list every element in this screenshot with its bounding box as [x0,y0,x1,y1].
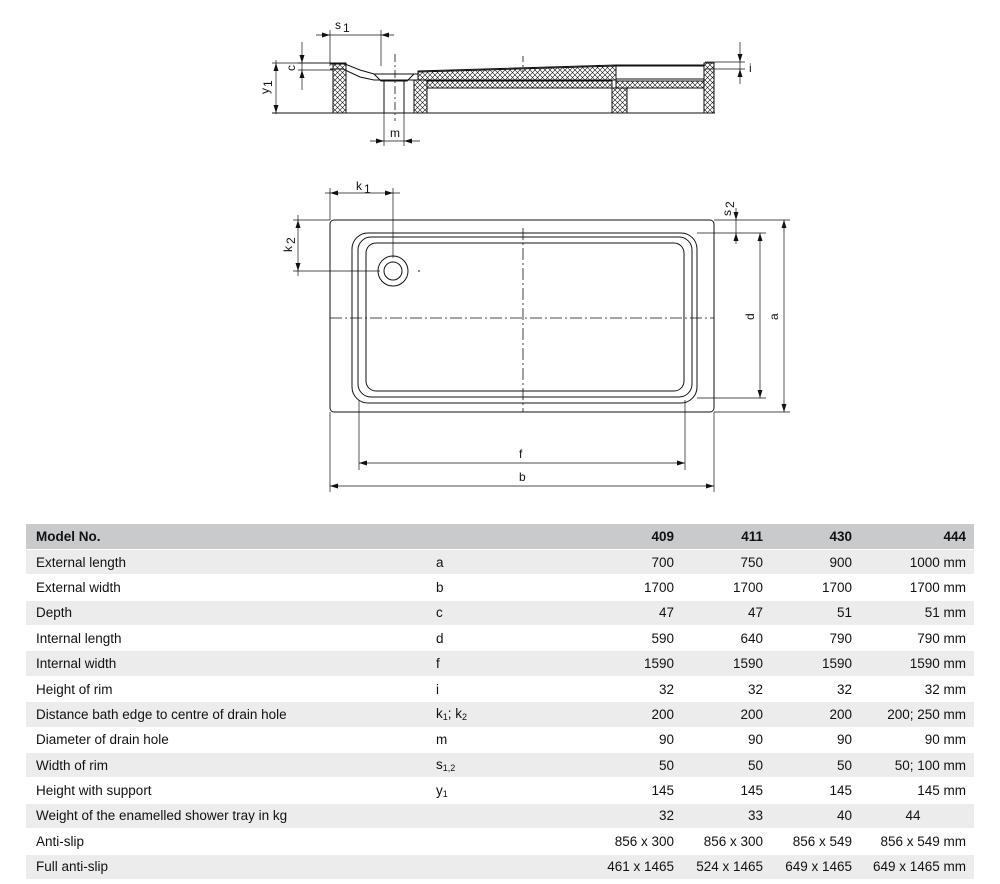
row-symbol: a [426,549,586,574]
label-a: a [767,313,781,320]
header-model: 409 [586,524,682,549]
svg-text:2: 2 [723,201,737,208]
row-label: Weight of the enamelled shower tray in kg [26,803,426,828]
row-value: 1590 [586,651,682,676]
row-symbol: $y_1$ [426,778,586,803]
table-row [26,778,974,803]
row-symbol: i [426,676,586,701]
row-label: Internal width [26,651,426,676]
row-label: Height of rim [26,676,426,701]
row-value: 33 [682,803,771,828]
header-label: Model No. [26,524,426,549]
row-value: 32 [586,803,682,828]
row-symbol: f [426,651,586,676]
header-model: 444 [860,524,974,549]
row-value: 47 [586,600,682,625]
plan-view [293,188,790,492]
row-value: 32 [586,676,682,701]
row-symbol [426,803,586,828]
row-label: Anti-slip [26,829,426,854]
row-value: 200 [586,702,682,727]
row-symbol: b [426,575,586,600]
svg-text:1: 1 [364,182,371,196]
row-value: 32 [771,676,860,701]
row-value: 750 [682,549,771,574]
table-header-row [26,524,974,549]
section-view [272,30,745,146]
label-k2: k [281,246,295,252]
header-model: 430 [771,524,860,549]
row-value: 90 [771,727,860,752]
row-symbol [426,854,586,879]
row-value: 32 mm [860,676,974,701]
row-value: 47 [682,600,771,625]
row-value: 856 x 300 [682,829,771,854]
row-symbol: c [426,600,586,625]
row-label: Height with support [26,778,426,803]
row-symbol [426,829,586,854]
row-label: External width [26,575,426,600]
table-row [26,676,974,701]
plan-labels [281,179,781,484]
svg-text:2: 2 [284,237,298,244]
label-i: i [749,61,752,75]
row-value: 51 mm [860,600,974,625]
row-value: 856 x 549 mm [860,829,974,854]
row-label: Internal length [26,626,426,651]
row-value: 1700 [682,575,771,600]
row-value: 200; 250 mm [860,702,974,727]
row-value: 40 [771,803,860,828]
row-label: Width of rim [26,753,426,778]
row-label: Distance bath edge to centre of drain hole [26,702,426,727]
svg-text:1: 1 [343,21,350,35]
label-s1: s [335,18,341,32]
row-value: 50 [682,753,771,778]
row-value: 32 [682,676,771,701]
table-row [26,727,974,752]
row-value: 145 mm [860,778,974,803]
label-y1: y [258,88,272,94]
row-value: 590 [586,626,682,651]
row-value: 145 [771,778,860,803]
table-row [26,803,974,828]
row-value: 700 [586,549,682,574]
row-value: 200 [682,702,771,727]
row-value: 44 [860,803,974,828]
table-row [26,600,974,625]
label-b: b [519,470,526,484]
row-value: 90 mm [860,727,974,752]
row-value: 649 x 1465 mm [860,854,974,879]
row-value: 50; 100 mm [860,753,974,778]
row-value: 524 x 1465 [682,854,771,879]
row-value: 51 [771,600,860,625]
row-value: 50 [586,753,682,778]
table-row [26,651,974,676]
row-value: 640 [682,626,771,651]
row-value: 649 x 1465 [771,854,860,879]
row-symbol: $s_{1,2}$ [426,753,586,778]
row-value: 200 [771,702,860,727]
label-d: d [743,313,757,320]
label-f: f [519,447,523,461]
row-value: 856 x 549 [771,829,860,854]
row-value: 145 [586,778,682,803]
row-value: 790 [771,626,860,651]
row-label: External length [26,549,426,574]
row-label: Depth [26,600,426,625]
row-value: 856 x 300 [586,829,682,854]
row-value: 461 x 1465 [586,854,682,879]
table-row [26,854,974,879]
row-value: 50 [771,753,860,778]
specification-table [26,524,974,880]
row-symbol: $k_1$; $k_2$ [426,702,586,727]
row-value: 900 [771,549,860,574]
row-value: 1000 mm [860,549,974,574]
row-label: Full anti-slip [26,854,426,879]
row-value: 145 [682,778,771,803]
row-value: 1590 mm [860,651,974,676]
table-row [26,702,974,727]
table-row [26,626,974,651]
label-c: c [284,65,298,71]
svg-text:1: 1 [261,80,275,87]
row-value: 1700 mm [860,575,974,600]
row-value: 90 [682,727,771,752]
table-row [26,829,974,854]
label-s2: s [720,210,734,216]
label-k1: k [356,179,362,193]
row-value: 1590 [682,651,771,676]
label-m: m [390,126,400,140]
row-value: 1700 [771,575,860,600]
row-value: 1590 [771,651,860,676]
header-model: 411 [682,524,771,549]
row-symbol: m [426,727,586,752]
table-row [26,575,974,600]
row-symbol: d [426,626,586,651]
row-label: Diameter of drain hole [26,727,426,752]
table-row [26,549,974,574]
row-value: 790 mm [860,626,974,651]
table-row [26,753,974,778]
row-value: 90 [586,727,682,752]
row-value: 1700 [586,575,682,600]
